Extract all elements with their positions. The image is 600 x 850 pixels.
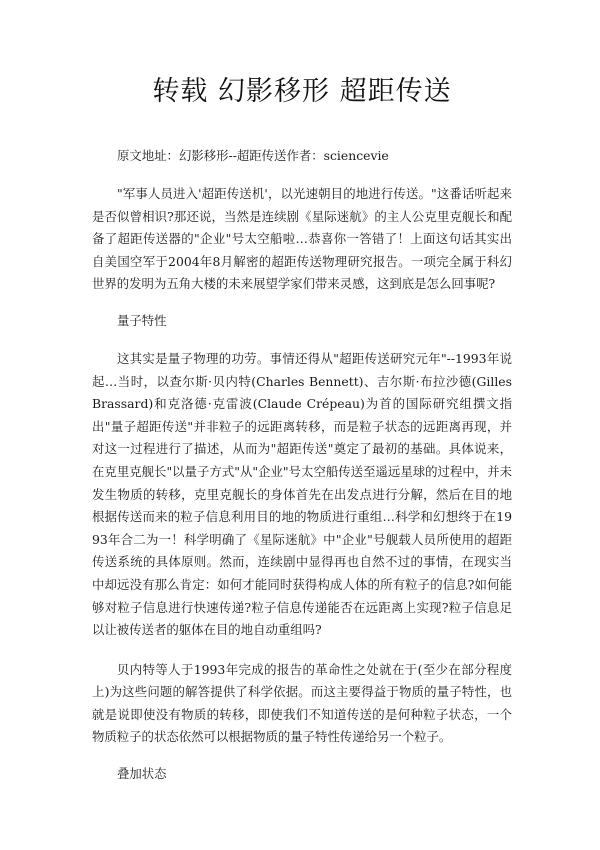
paragraph-intro: "军事人员进入'超距传送机'，以光速朝目的地进行传送。"这番话听起来是否似曾相识?那还说，当然是连续剧《星际迷航》的主人公克里克舰长和配备了超距传送器的"企业"号太空船啦…恭喜你一答错了！上面这句话其实出自美国空军于2004年8月解密的超距传送物理研究报告。一项完全属于科幻世界的发明为五角大楼的未来展望学家们带来灵感，这到底是怎么回事呢? (92, 186, 512, 292)
section-heading-quantum-properties: 量子特性 (117, 312, 167, 328)
paragraph-quantum-physics: 这其实是量子物理的功劳。事情还得从"超距传送研究元年"--1993年说起…当时，以查尔斯·贝内特(Charles Bennett)、吉尔斯·布拉沙德(Gilles Brassard)和克洛德·克雷波(Claude Crépeau)为首的国际研究组撰文指出"量子超距传送"并非粒子的远距离转移，而是粒子状态的远距离再现，并对这一过程进行了描述，从而为"超距传送"奠定了最初的基础。具体说来，在克里克舰长"以量子方式"从"企业"号太空船传送至遥远星球的过程中，并未发生物质的转移，克里克舰长的身体首先在出发点进行分解，然后在目的地根据传送而来的粒子信息利用目的地的物质进行重组…科学和幻想终于在1993年合二为一！科学明确了《星际迷航》中"企业"号舰载人员所使用的超距传送系统的具体原则。然而，连续剧中显得再也自然不过的事情，在现实当中却远没有那么肯定：如何才能同时获得构成人体的所有粒子的信息?如何能够对粒子信息进行快速传递?粒子信息传递能否在远距离上实现?粒子信息足以让被传送者的躯体在目的地自动重组吗? (92, 350, 512, 638)
source-line: 原文地址：幻影移形--超距传送作者：sciencevie (117, 148, 389, 163)
page-title: 转载 幻影移形 超距传送 (152, 76, 452, 107)
paragraph-report-1993: 贝内特等人于1993年完成的报告的革命性之处就在于(至少在部分程度上)为这些问题的解答提供了科学依据。而这主要得益于物质的量子特性，也就是说即使没有物质的转移，即使我们不知道传送的是何种粒子状态，一个物质粒子的状态依然可以根据物质的量子特性传递给另一个粒子。 (92, 661, 512, 745)
section-heading-superposition: 叠加状态 (117, 766, 167, 782)
